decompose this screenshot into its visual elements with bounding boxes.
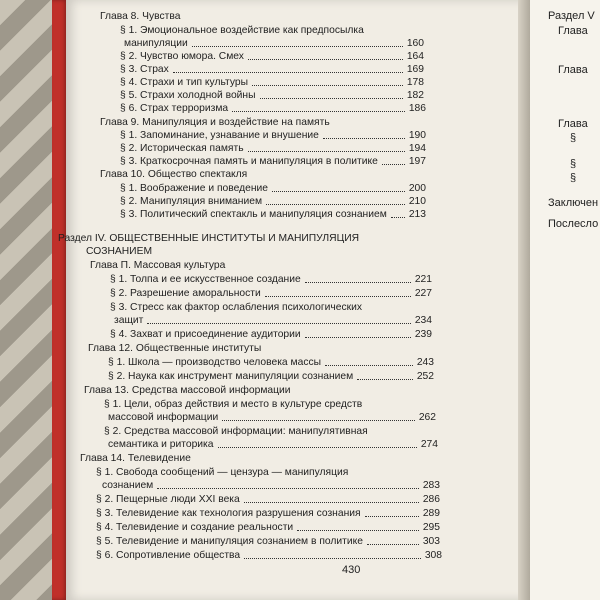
- toc-heading: Глава 9. Манипуляция и воздействие на память: [100, 117, 330, 128]
- toc-entry: [108, 356, 434, 369]
- dot-leader: [244, 558, 421, 559]
- toc-entry-title: § 2. Чувство юмора. Смех: [120, 51, 244, 62]
- toc-entry-title: массовой информации: [108, 412, 219, 423]
- toc-entry-title: § 1. Запоминание, узнавание и внушение: [120, 130, 319, 141]
- dot-leader: [248, 151, 405, 152]
- toc-heading: § 1. Свобода сообщений — цензура — манипуляция: [96, 467, 349, 478]
- toc-heading: Глава 13. Средства массовой информации: [84, 385, 291, 396]
- toc-entry-page: 197: [408, 156, 426, 167]
- dot-leader: [173, 72, 403, 73]
- dot-leader: [157, 488, 419, 489]
- dot-leader: [147, 323, 410, 324]
- right-page-fragment: §: [570, 158, 577, 170]
- dot-leader: [266, 204, 405, 205]
- toc-entry: [120, 129, 426, 142]
- toc-entry-page: 210: [408, 196, 426, 207]
- toc-entry-page: 303: [422, 536, 440, 547]
- table-of-contents: [58, 0, 528, 600]
- toc-heading: Раздел IV. ОБЩЕСТВЕННЫЕ ИНСТИТУТЫ И МАНИПУЛЯЦИЯ: [58, 233, 360, 244]
- toc-entry-page: 286: [422, 494, 440, 505]
- toc-entry: [114, 314, 432, 327]
- toc-entry-page: 252: [416, 371, 434, 382]
- toc-entry-page: 243: [416, 357, 434, 368]
- toc-entry-page: 190: [408, 130, 426, 141]
- toc-entry-title: § 3. Телевидение как технология разрушения сознания: [96, 508, 361, 519]
- toc-entry: [120, 89, 424, 102]
- toc-entry-page: 182: [406, 90, 424, 101]
- dot-leader: [357, 379, 413, 380]
- toc-entry-page: 186: [408, 103, 426, 114]
- dot-leader: [391, 217, 405, 218]
- toc-entry: [96, 493, 440, 506]
- dot-leader: [323, 138, 405, 139]
- toc-entry-title: сознанием: [102, 480, 154, 491]
- dot-leader: [260, 98, 403, 99]
- dot-leader: [232, 111, 405, 112]
- toc-heading: Глава 8. Чувства: [100, 11, 181, 22]
- right-page-fragment: §: [570, 172, 577, 184]
- toc-heading: § 1. Цели, образ действия и место в культуре средств: [104, 399, 363, 410]
- toc-entry-title: § 2. Манипуляция вниманием: [120, 196, 263, 207]
- dot-leader: [244, 502, 419, 503]
- toc-entry-title: § 2. Историческая память: [120, 143, 244, 154]
- dot-leader: [252, 85, 403, 86]
- toc-entry-title: § 3. Политический спектакль и манипуляция сознанием: [120, 209, 387, 220]
- toc-heading: Глава П. Массовая культура: [90, 260, 226, 271]
- toc-entry: [120, 50, 424, 63]
- toc-entry-page: 164: [406, 51, 424, 62]
- left-page: [58, 0, 528, 600]
- toc-entry-title: § 6. Сопротивление общества: [96, 550, 241, 561]
- toc-entry: [124, 37, 424, 50]
- toc-heading: § 3. Стресс как фактор ослабления психологических: [110, 302, 363, 313]
- dot-leader: [265, 296, 411, 297]
- toc-entry-title: § 3. Страх: [120, 64, 169, 75]
- dot-leader: [305, 337, 411, 338]
- toc-entry: [110, 287, 432, 300]
- toc-heading: § 1. Эмоциональное воздействие как предпосылка: [120, 25, 364, 36]
- dot-leader: [367, 544, 419, 545]
- toc-entry-title: § 4. Телевидение и создание реальности: [96, 522, 294, 533]
- dot-leader: [218, 447, 417, 448]
- toc-heading: Глава 14. Телевидение: [80, 453, 191, 464]
- toc-entry-page: 239: [414, 329, 432, 340]
- right-page-fragment: §: [570, 132, 577, 144]
- toc-entry: [96, 549, 442, 562]
- toc-entry-page: 200: [408, 183, 426, 194]
- toc-heading: Глава 12. Общественные институты: [88, 343, 262, 354]
- toc-heading: § 2. Средства массовой информации: манипулятивная: [104, 426, 368, 437]
- toc-entry-page: 169: [406, 64, 424, 75]
- dot-leader: [248, 59, 403, 60]
- toc-entry-title: § 4. Страхи и тип культуры: [120, 77, 249, 88]
- toc-entry: [120, 182, 426, 195]
- toc-entry-page: 295: [422, 522, 440, 533]
- toc-entry-page: 194: [408, 143, 426, 154]
- toc-entry-title: семантика и риторика: [108, 439, 214, 450]
- toc-entry: [120, 155, 426, 168]
- dot-leader: [272, 191, 405, 192]
- toc-entry: [108, 438, 438, 451]
- dot-leader: [365, 516, 419, 517]
- toc-entry-title: § 3. Краткосрочная память и манипуляция в политике: [120, 156, 378, 167]
- right-page-fragment: Глава: [558, 25, 588, 37]
- toc-entry: [108, 370, 434, 383]
- toc-entry-page: 262: [418, 412, 436, 423]
- toc-entry-title: § 1. Воображение и поведение: [120, 183, 269, 194]
- toc-entry: [120, 195, 426, 208]
- toc-entry: [120, 63, 424, 76]
- toc-heading: СОЗНАНИЕМ: [86, 246, 153, 257]
- toc-entry: [120, 102, 426, 115]
- right-page: [530, 0, 600, 600]
- toc-entry: [110, 328, 432, 341]
- dot-leader: [305, 282, 411, 283]
- dot-leader: [325, 365, 413, 366]
- toc-entry: [120, 208, 426, 221]
- toc-entry-page: 221: [414, 274, 432, 285]
- toc-entry-title: защит: [114, 315, 144, 326]
- dot-leader: [382, 164, 405, 165]
- toc-entry-title: § 1. Школа — производство человека массы: [108, 357, 322, 368]
- toc-entry-page: 213: [408, 209, 426, 220]
- right-page-fragment: Глава: [558, 118, 588, 130]
- right-page-fragment: Глава: [558, 64, 588, 76]
- toc-entry: [96, 507, 440, 520]
- right-page-fragment: Раздел V: [548, 10, 595, 22]
- toc-entry-title: § 1. Толпа и ее искусственное создание: [110, 274, 301, 285]
- toc-entry-page: 308: [424, 550, 442, 561]
- dot-leader: [297, 530, 419, 531]
- right-page-fragment: Послесло: [548, 218, 599, 230]
- toc-heading: Глава 10. Общество спектакля: [100, 169, 248, 180]
- toc-entry-page: 160: [406, 38, 424, 49]
- toc-entry: [108, 411, 436, 424]
- toc-entry-page: 227: [414, 288, 432, 299]
- toc-entry-page: 289: [422, 508, 440, 519]
- dot-leader: [192, 46, 403, 47]
- toc-entry: [110, 273, 432, 286]
- toc-entry-title: § 5. Телевидение и манипуляция сознанием в политике: [96, 536, 363, 547]
- toc-entry-page: 283: [422, 480, 440, 491]
- toc-entry-title: манипуляции: [124, 38, 188, 49]
- toc-entry-title: § 2. Наука как инструмент манипуляции сознанием: [108, 371, 354, 382]
- toc-entry: [102, 479, 440, 492]
- toc-entry-title: § 4. Захват и присоединение аудитории: [110, 329, 301, 340]
- toc-entry-page: 234: [414, 315, 432, 326]
- dot-leader: [222, 420, 415, 421]
- toc-entry-title: § 2. Разрешение аморальности: [110, 288, 261, 299]
- right-page-fragment: Заключен: [548, 197, 599, 209]
- toc-entry: [120, 142, 426, 155]
- toc-entry-title: § 5. Страхи холодной войны: [120, 90, 256, 101]
- toc-entry-page: 178: [406, 77, 424, 88]
- page-number: 430: [342, 564, 361, 576]
- toc-entry: [96, 535, 440, 548]
- toc-entry-title: § 2. Пещерные люди XXI века: [96, 494, 240, 505]
- toc-entry: [120, 76, 424, 89]
- toc-entry-page: 274: [420, 439, 438, 450]
- toc-entry: [96, 521, 440, 534]
- toc-entry-title: § 6. Страх терроризма: [120, 103, 229, 114]
